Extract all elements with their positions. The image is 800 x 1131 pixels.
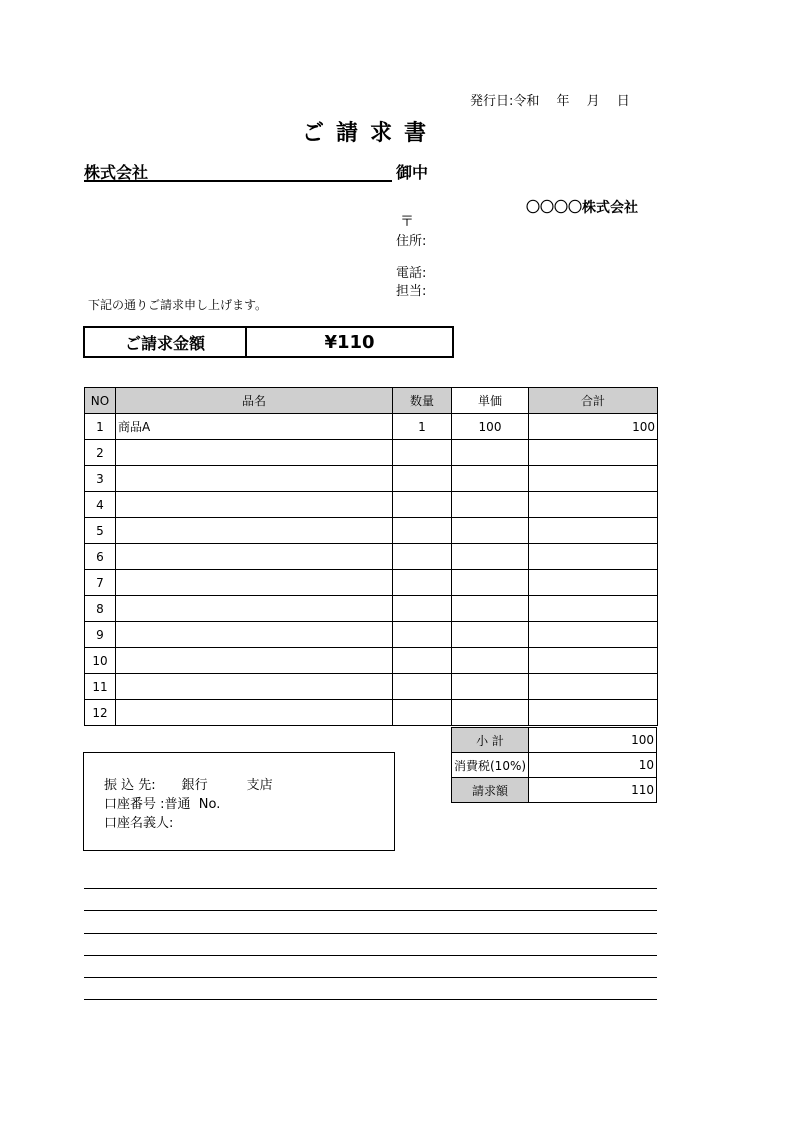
table-row [85, 492, 658, 518]
items-header-row [85, 388, 658, 414]
row-price [452, 700, 529, 726]
row-price [452, 492, 529, 518]
row-total [529, 466, 658, 492]
row-total [529, 622, 658, 648]
table-row [85, 700, 658, 726]
issuer-company: 〇〇〇〇株式会社 [526, 200, 638, 216]
row-price [452, 544, 529, 570]
row-no: 1 [85, 414, 116, 440]
issue-date: 発行日:令和 年 月 日 [470, 94, 630, 109]
row-qty [393, 518, 452, 544]
table-row [85, 622, 658, 648]
row-no: 9 [85, 622, 116, 648]
row-price [452, 570, 529, 596]
table-row [85, 466, 658, 492]
tax-row [452, 753, 657, 778]
row-item-name [116, 544, 393, 570]
row-price: 100 [452, 414, 529, 440]
summary-table [451, 727, 657, 803]
client-honorific: 御中 [396, 163, 429, 182]
row-price [452, 466, 529, 492]
row-total [529, 648, 658, 674]
col-header-name: 品名 [116, 388, 393, 414]
row-no: 4 [85, 492, 116, 518]
row-no: 7 [85, 570, 116, 596]
col-header-no: NO [85, 388, 116, 414]
row-no: 12 [85, 700, 116, 726]
row-price [452, 596, 529, 622]
row-qty [393, 570, 452, 596]
note-line [84, 910, 657, 911]
note-line [84, 999, 657, 1000]
row-total [529, 700, 658, 726]
row-qty [393, 674, 452, 700]
subtotal-label: 小 計 [452, 728, 529, 753]
row-item-name [116, 466, 393, 492]
bank-account-number-line: 口座番号 :普通 No. [104, 797, 221, 812]
row-item-name [116, 700, 393, 726]
issuer-person-label: 担当: [396, 284, 427, 299]
row-price [452, 622, 529, 648]
subtotal-row [452, 728, 657, 753]
row-no: 3 [85, 466, 116, 492]
table-row [85, 596, 658, 622]
row-no: 5 [85, 518, 116, 544]
tax-label: 消費税(10%) [452, 753, 529, 778]
table-row [85, 544, 658, 570]
row-qty [393, 648, 452, 674]
note-line [84, 888, 657, 889]
row-total [529, 596, 658, 622]
row-item-name [116, 518, 393, 544]
items-table [84, 387, 658, 726]
row-total: 100 [529, 414, 658, 440]
row-qty [393, 700, 452, 726]
row-total [529, 544, 658, 570]
bank-transfer-line: 振 込 先: 銀行 支店 [104, 778, 273, 793]
issuer-address-label: 住所: [396, 234, 427, 249]
row-price [452, 674, 529, 700]
row-item-name [116, 648, 393, 674]
row-price [452, 518, 529, 544]
table-row [85, 570, 658, 596]
table-row [85, 414, 658, 440]
table-row [85, 518, 658, 544]
col-header-qty: 数量 [393, 388, 452, 414]
table-row [85, 648, 658, 674]
total-label: 請求額 [452, 778, 529, 803]
note-line [84, 933, 657, 934]
intro-text: 下記の通りご請求申し上げます。 [88, 298, 268, 312]
total-value: 110 [529, 778, 657, 803]
row-price [452, 440, 529, 466]
subtotal-value: 100 [529, 728, 657, 753]
issuer-phone-label: 電話: [396, 266, 427, 281]
billing-amount-label: ご請求金額 [85, 328, 247, 356]
document-title: ご請求書 [301, 121, 438, 146]
row-no: 10 [85, 648, 116, 674]
col-header-price: 単価 [452, 388, 529, 414]
row-item-name [116, 440, 393, 466]
note-line [84, 977, 657, 978]
row-item-name [116, 674, 393, 700]
row-price [452, 648, 529, 674]
row-qty [393, 492, 452, 518]
row-qty [393, 544, 452, 570]
row-total [529, 492, 658, 518]
row-item-name [116, 622, 393, 648]
row-item-name [116, 596, 393, 622]
bank-account-holder-line: 口座名義人: [104, 816, 174, 831]
row-no: 8 [85, 596, 116, 622]
row-total [529, 570, 658, 596]
row-no: 11 [85, 674, 116, 700]
row-item-name: 商品A [116, 414, 393, 440]
total-row [452, 778, 657, 803]
row-qty [393, 466, 452, 492]
row-qty [393, 440, 452, 466]
row-no: 2 [85, 440, 116, 466]
note-line [84, 955, 657, 956]
col-header-total: 合計 [529, 388, 658, 414]
row-qty [393, 622, 452, 648]
client-name: 株式会社 [84, 160, 392, 182]
billing-amount-box [83, 326, 454, 358]
tax-value: 10 [529, 753, 657, 778]
row-no: 6 [85, 544, 116, 570]
billing-amount-value: ¥110 [324, 331, 375, 353]
row-item-name [116, 570, 393, 596]
table-row [85, 440, 658, 466]
row-qty [393, 596, 452, 622]
row-qty: 1 [393, 414, 452, 440]
row-total [529, 440, 658, 466]
row-item-name [116, 492, 393, 518]
row-total [529, 518, 658, 544]
postal-mark: 〒 [400, 214, 414, 230]
row-total [529, 674, 658, 700]
table-row [85, 674, 658, 700]
bank-info-box [83, 752, 395, 851]
